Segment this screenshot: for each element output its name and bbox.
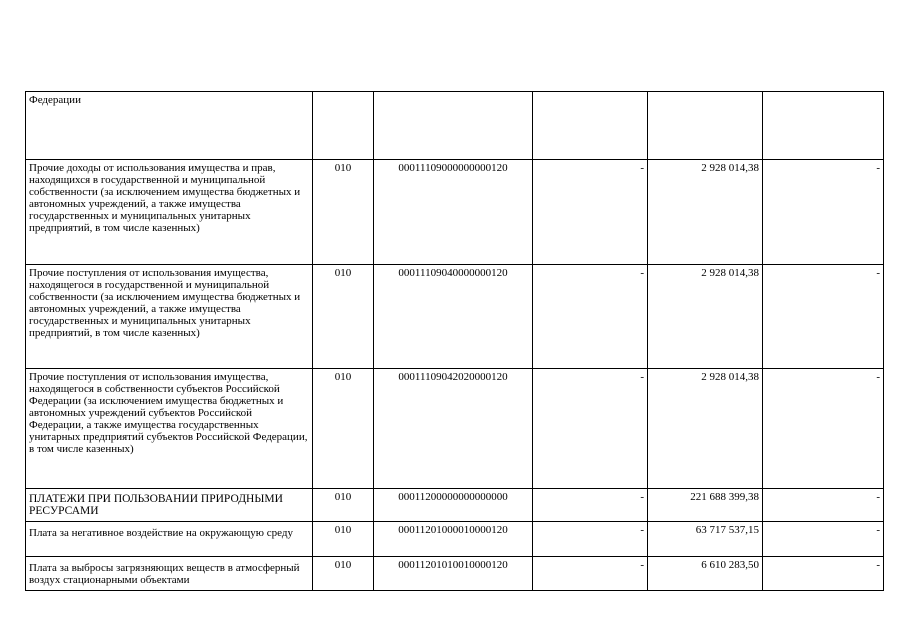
row-approved-cell [533, 92, 648, 160]
row-budget-code-cell: 00011201000010000120 [374, 522, 533, 557]
row-executed-cell: 2 928 014,38 [648, 265, 763, 369]
row-name-cell: Прочие поступления от использования имущества, находящегося в собственности субъектов Российской Федерации (за исключением имущества бюджетных и автономных учреждений субъектов Российской Федерации, а также имущества государственных унитарных предприятий субъектов Российской Федерации, в том числе казенных) [26, 369, 313, 489]
row-executed-cell [648, 92, 763, 160]
row-budget-code-cell: 00011200000000000000 [374, 489, 533, 522]
row-unexecuted-cell [763, 92, 884, 160]
table-row [26, 160, 884, 265]
row-executed-cell: 6 610 283,50 [648, 557, 763, 591]
row-approved-cell: - [533, 369, 648, 489]
row-unexecuted-cell: - [763, 522, 884, 557]
table-row [26, 92, 884, 160]
row-line-code-cell: 010 [313, 489, 374, 522]
row-unexecuted-cell: - [763, 489, 884, 522]
row-budget-code-cell: 00011109000000000120 [374, 160, 533, 265]
row-unexecuted-cell: - [763, 557, 884, 591]
row-name-cell: ПЛАТЕЖИ ПРИ ПОЛЬЗОВАНИИ ПРИРОДНЫМИ РЕСУРСАМИ [26, 489, 313, 522]
row-approved-cell: - [533, 522, 648, 557]
row-name-cell: Прочие доходы от использования имущества и прав, находящихся в государственной и муниципальной собственности (за исключением имущества бюджетных и автономных учреждений, а также имущества государственных и муниципальных унитарных предприятий, в том числе казенных) [26, 160, 313, 265]
row-unexecuted-cell: - [763, 369, 884, 489]
row-name-cell: Федерации [26, 92, 313, 160]
row-name-cell: Плата за выбросы загрязняющих веществ в атмосферный воздух стационарными объектами [26, 557, 313, 591]
row-name-cell: Плата за негативное воздействие на окружающую среду [26, 522, 313, 557]
revenue-report-table [25, 91, 884, 591]
row-approved-cell: - [533, 557, 648, 591]
table-row [26, 489, 884, 522]
row-unexecuted-cell: - [763, 265, 884, 369]
table-row [26, 522, 884, 557]
row-budget-code-cell: 00011109042020000120 [374, 369, 533, 489]
table-row [26, 557, 884, 591]
row-line-code-cell: 010 [313, 160, 374, 265]
row-budget-code-cell [374, 92, 533, 160]
row-budget-code-cell: 00011201010010000120 [374, 557, 533, 591]
row-approved-cell: - [533, 160, 648, 265]
table-row [26, 265, 884, 369]
row-approved-cell: - [533, 489, 648, 522]
row-executed-cell: 2 928 014,38 [648, 369, 763, 489]
row-budget-code-cell: 00011109040000000120 [374, 265, 533, 369]
row-line-code-cell [313, 92, 374, 160]
row-name-cell: Прочие поступления от использования имущества, находящегося в государственной и муниципальной собственности (за исключением имущества бюджетных и автономных учреждений, а также имущества государственных и муниципальных унитарных предприятий, в том числе казенных) [26, 265, 313, 369]
row-line-code-cell: 010 [313, 522, 374, 557]
row-executed-cell: 63 717 537,15 [648, 522, 763, 557]
row-executed-cell: 221 688 399,38 [648, 489, 763, 522]
row-line-code-cell: 010 [313, 369, 374, 489]
row-line-code-cell: 010 [313, 557, 374, 591]
row-unexecuted-cell: - [763, 160, 884, 265]
row-executed-cell: 2 928 014,38 [648, 160, 763, 265]
table-row [26, 369, 884, 489]
row-line-code-cell: 010 [313, 265, 374, 369]
row-approved-cell: - [533, 265, 648, 369]
